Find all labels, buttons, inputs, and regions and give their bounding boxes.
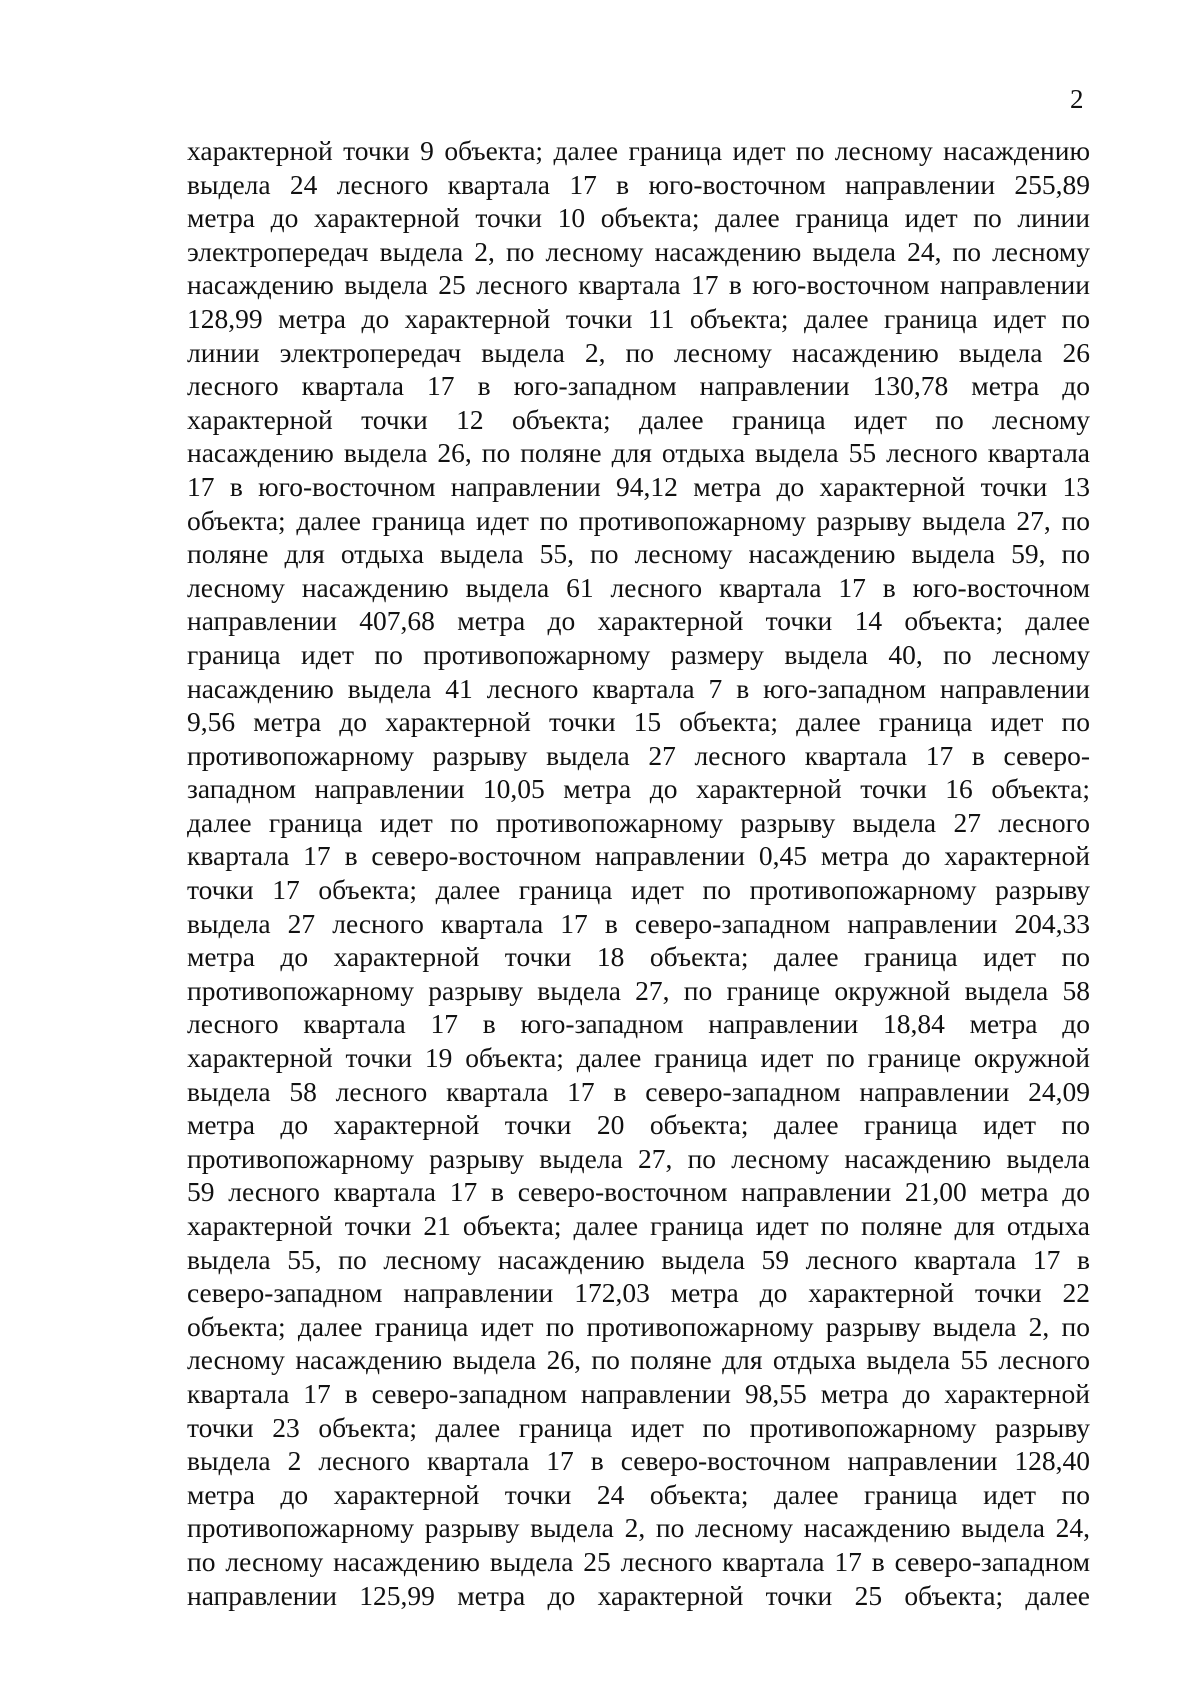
text-line: лесного квартала 17 в юго-западном направлении 18,84 метра до [187, 1008, 1090, 1040]
page-number: 2 [1070, 84, 1084, 114]
document-body [187, 134, 1090, 1612]
text-line: характерной точки 9 объекта; далее граница идет по лесному насаждению [187, 135, 1090, 166]
text-line: направлении 125,99 метра до характерной точки 25 объекта; далее [187, 1579, 1090, 1611]
text-line: характерной точки 12 объекта; далее граница идет по лесному [187, 403, 1090, 435]
text-line: направлении 407,68 метра до характерной точки 14 объекта; далее [187, 605, 1090, 637]
text-line: квартала 17 в северо-восточном направлении 0,45 метра до характерной [187, 840, 1090, 872]
text-line: характерной точки 19 объекта; далее граница идет по границе окружной [187, 1042, 1090, 1074]
text-line: северо-западном направлении 172,03 метра до характерной точки 22 [187, 1277, 1090, 1309]
text-line: противопожарному разрыву выдела 27 лесного квартала 17 в северо- [187, 739, 1090, 771]
text-line: 59 лесного квартала 17 в северо-восточном направлении 21,00 метра до [187, 1176, 1090, 1208]
text-line: выдела 27 лесного квартала 17 в северо-западном направлении 204,33 [187, 907, 1090, 939]
text-line: объекта; далее граница идет по противопожарному разрыву выдела 27, по [187, 504, 1090, 536]
text-line: насаждению выдела 41 лесного квартала 7 в юго-западном направлении [187, 672, 1090, 704]
text-line: 128,99 метра до характерной точки 11 объекта; далее граница идет по [187, 302, 1090, 334]
text-line: метра до характерной точки 10 объекта; далее граница идет по линии [187, 202, 1090, 234]
text-line: метра до характерной точки 24 объекта; далее граница идет по [187, 1478, 1090, 1510]
text-line: объекта; далее граница идет по противопожарному разрыву выдела 2, по [187, 1310, 1090, 1342]
text-line: квартала 17 в северо-западном направлении 98,55 метра до характерной [187, 1377, 1090, 1409]
text-line: точки 17 объекта; далее граница идет по противопожарному разрыву [187, 874, 1090, 906]
text-line: выдела 24 лесного квартала 17 в юго-восточном направлении 255,89 [187, 168, 1090, 200]
text-line: 17 в юго-восточном направлении 94,12 метра до характерной точки 13 [187, 470, 1090, 502]
text-line: западном направлении 10,05 метра до характерной точки 16 объекта; [187, 773, 1090, 805]
text-line: насаждению выдела 25 лесного квартала 17 в юго-восточном направлении [187, 269, 1090, 301]
text-line: противопожарному разрыву выдела 27, по границе окружной выдела 58 [187, 974, 1090, 1006]
text-line: характерной точки 21 объекта; далее граница идет по поляне для отдыха [187, 1210, 1090, 1241]
text-line: метра до характерной точки 20 объекта; далее граница идет по [187, 1109, 1090, 1141]
text-line: выдела 2 лесного квартала 17 в северо-восточном направлении 128,40 [187, 1445, 1090, 1477]
text-line: далее граница идет по противопожарному разрыву выдела 27 лесного [187, 806, 1090, 838]
text-line: лесного квартала 17 в юго-западном направлении 130,78 метра до [187, 370, 1090, 402]
text-line: выдела 55, по лесному насаждению выдела 59 лесного квартала 17 в [187, 1243, 1090, 1275]
text-line: электропередач выдела 2, по лесному насаждению выдела 24, по лесному [187, 235, 1090, 267]
text-line: линии электропередач выдела 2, по лесному насаждению выдела 26 [187, 336, 1090, 368]
text-line: насаждению выдела 26, по поляне для отдыха выдела 55 лесного квартала [187, 437, 1090, 469]
text-line: метра до характерной точки 18 объекта; далее граница идет по [187, 941, 1090, 973]
text-line: противопожарному разрыву выдела 27, по лесному насаждению выдела [187, 1142, 1090, 1174]
text-line: 9,56 метра до характерной точки 15 объекта; далее граница идет по [187, 706, 1090, 738]
text-line: лесному насаждению выдела 61 лесного квартала 17 в юго-восточном [187, 571, 1090, 603]
text-line: выдела 58 лесного квартала 17 в северо-западном направлении 24,09 [187, 1075, 1090, 1107]
text-line: противопожарному разрыву выдела 2, по лесному насаждению выдела 24, [187, 1512, 1090, 1544]
text-line: поляне для отдыха выдела 55, по лесному насаждению выдела 59, по [187, 538, 1090, 570]
text-line: лесному насаждению выдела 26, по поляне для отдыха выдела 55 лесного [187, 1344, 1090, 1376]
text-line: по лесному насаждению выдела 25 лесного квартала 17 в северо-западном [187, 1545, 1090, 1577]
text-line: точки 23 объекта; далее граница идет по противопожарному разрыву [187, 1411, 1090, 1443]
text-line: граница идет по противопожарному размеру выдела 40, по лесному [187, 638, 1090, 670]
